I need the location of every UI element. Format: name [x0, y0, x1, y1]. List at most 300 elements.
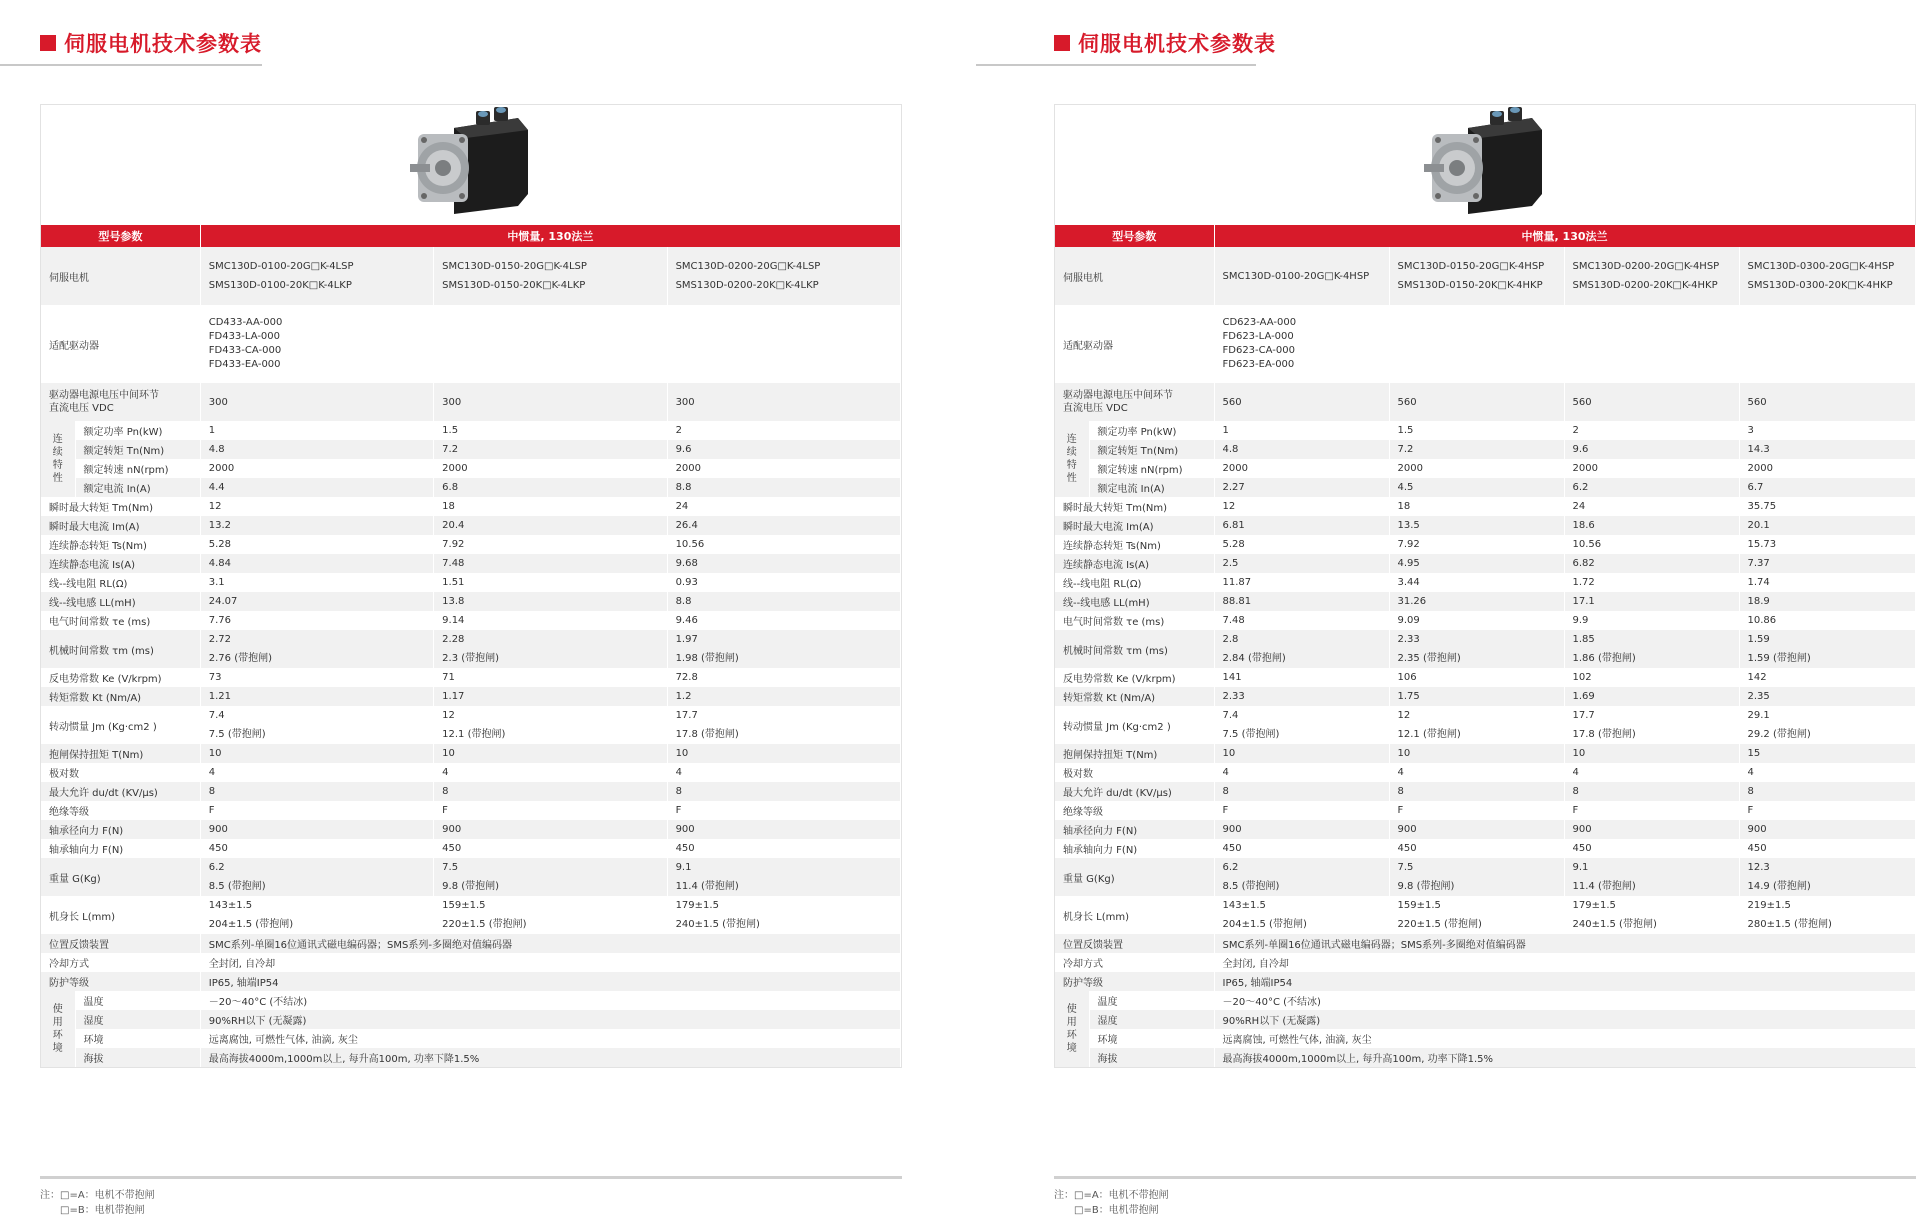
table-cell: 9.68: [667, 554, 900, 573]
table-cell: 450: [1389, 839, 1564, 858]
table-cell: 300: [667, 383, 900, 421]
table-cell: 450: [1564, 839, 1739, 858]
table-cell: 12 12.1 (带抱闸): [1389, 706, 1564, 744]
table-cell: 6.8: [434, 478, 667, 497]
table-cell: 重量 G(Kg): [41, 858, 200, 896]
table-cell: 抱闸保持扭矩 T(Nm): [41, 744, 200, 763]
table-cell: F: [434, 801, 667, 820]
table-cell: 机身长 L(mm): [1055, 896, 1214, 934]
table-cell: 瞬时最大转矩 Tm(Nm): [41, 497, 200, 516]
table-row: [41, 972, 901, 991]
footer-divider: [1054, 1176, 1916, 1179]
table-cell: 88.81: [1214, 592, 1389, 611]
table-cell: 9.9: [1564, 611, 1739, 630]
table-cell: 7.2: [1389, 440, 1564, 459]
table-cell: 重量 G(Kg): [1055, 858, 1214, 896]
table-row: [1055, 839, 1915, 858]
table-cell: 2.33 2.35 (带抱闸): [1389, 630, 1564, 668]
table-row: [1055, 383, 1915, 421]
table-cell: 141: [1214, 668, 1389, 687]
table-row: [1055, 611, 1915, 630]
table-row: [41, 991, 901, 1010]
table-row: [1055, 668, 1915, 687]
table-cell: 3.1: [200, 573, 433, 592]
table-cell: 1.85 1.86 (带抱闸): [1564, 630, 1739, 668]
table-cell: F: [1389, 801, 1564, 820]
table-row: [41, 592, 901, 611]
table-cell: 159±1.5 220±1.5 (带抱闸): [1389, 896, 1564, 934]
table-cell: 远离腐蚀, 可燃性气体, 油滴, 灰尘: [1214, 1029, 1915, 1048]
table-cell: 海拔: [1089, 1048, 1214, 1067]
table-cell: 0.93: [667, 573, 900, 592]
table-cell: 10.56: [1564, 535, 1739, 554]
table-cell: 2.5: [1214, 554, 1389, 573]
spec-card: [1054, 104, 1916, 1068]
table-cell: 机械时间常数 τm (ms): [1055, 630, 1214, 668]
table-cell: 300: [200, 383, 433, 421]
page-heading: [40, 28, 262, 58]
table-cell: 24.07: [200, 592, 433, 611]
table-cell: 轴承径向力 F(N): [41, 820, 200, 839]
table-cell: 8.8: [667, 592, 900, 611]
table-cell: 1.72: [1564, 573, 1739, 592]
group-label: 使 用 环 境: [1055, 991, 1089, 1067]
table-cell: 18.9: [1739, 592, 1915, 611]
spec-card: [40, 104, 902, 1068]
table-cell: 4.8: [1214, 440, 1389, 459]
table-cell: 10: [434, 744, 667, 763]
table-cell: 2000: [1739, 459, 1915, 478]
table-row: [1055, 782, 1915, 801]
table-row: [1055, 687, 1915, 706]
table-cell: IP65, 轴端IP54: [200, 972, 900, 991]
table-cell: 4: [1739, 763, 1915, 782]
table-cell: 5.28: [200, 535, 433, 554]
footnote: 注：□=A：电机不带抱闸 □=B：电机带抱闸: [40, 1190, 155, 1216]
table-cell: 7.37: [1739, 554, 1915, 573]
table-cell: 1.75: [1389, 687, 1564, 706]
table-cell: 2: [667, 421, 900, 440]
table-cell: 瞬时最大电流 Im(A): [41, 516, 200, 535]
table-row: [41, 383, 901, 421]
table-row: [41, 763, 901, 782]
table-cell: SMC130D-0200-20G□K-4LSP SMS130D-0200-20K□K-4LKP: [667, 247, 900, 305]
table-cell: 10: [200, 744, 433, 763]
table-cell: 4.84: [200, 554, 433, 573]
table-row: [1055, 573, 1915, 592]
table-cell: F: [1739, 801, 1915, 820]
group-label: 连 续 特 性: [41, 421, 75, 497]
table-cell: 海拔: [75, 1048, 200, 1067]
table-cell: 额定功率 Pn(kW): [1089, 421, 1214, 440]
table-cell: 102: [1564, 668, 1739, 687]
table-row: [41, 744, 901, 763]
table-cell: 4: [1564, 763, 1739, 782]
table-cell: 7.5 9.8 (带抱闸): [1389, 858, 1564, 896]
table-cell: 4: [667, 763, 900, 782]
table-row: [41, 839, 901, 858]
table-cell: 4.5: [1389, 478, 1564, 497]
table-cell: 8: [1214, 782, 1389, 801]
table-cell: 2000: [1389, 459, 1564, 478]
table-cell: 冷却方式: [41, 953, 200, 972]
table-cell: 驱动器电源电压中间环节 直流电压 VDC: [41, 383, 200, 421]
table-row: [41, 440, 901, 459]
page-heading: [1054, 28, 1276, 58]
table-cell: 900: [1739, 820, 1915, 839]
table-cell: 1.69: [1564, 687, 1739, 706]
table-cell: 18: [1389, 497, 1564, 516]
table-cell: 560: [1564, 383, 1739, 421]
table-cell: 1: [200, 421, 433, 440]
table-cell: 电气时间常数 τe (ms): [1055, 611, 1214, 630]
group-label: 连 续 特 性: [1055, 421, 1089, 497]
table-row: [1055, 440, 1915, 459]
table-cell: F: [1564, 801, 1739, 820]
table-cell: 轴承轴向力 F(N): [41, 839, 200, 858]
table-cell: 1.21: [200, 687, 433, 706]
motor-image: [41, 105, 901, 225]
group-label: 使 用 环 境: [41, 991, 75, 1067]
table-cell: 560: [1389, 383, 1564, 421]
table-cell: 29.1 29.2 (带抱闸): [1739, 706, 1915, 744]
table-cell: 8: [667, 782, 900, 801]
table-cell: 适配驱动器: [41, 305, 200, 383]
table-cell: 450: [434, 839, 667, 858]
table-cell: 12 12.1 (带抱闸): [434, 706, 667, 744]
table-cell: 159±1.5 220±1.5 (带抱闸): [434, 896, 667, 934]
table-cell: 15.73: [1739, 535, 1915, 554]
table-cell: 1.17: [434, 687, 667, 706]
heading-marker: [1054, 35, 1070, 51]
table-cell: 反电势常数 Ke (V/krpm): [1055, 668, 1214, 687]
table-cell: 71: [434, 668, 667, 687]
table-cell: 2.8 2.84 (带抱闸): [1214, 630, 1389, 668]
table-cell: 179±1.5 240±1.5 (带抱闸): [667, 896, 900, 934]
table-row: [41, 554, 901, 573]
heading-marker: [40, 35, 56, 51]
table-cell: SMC130D-0200-20G□K-4HSP SMS130D-0200-20K□K-4HKP: [1564, 247, 1739, 305]
table-cell: 转矩常数 Kt (Nm/A): [1055, 687, 1214, 706]
table-cell: 7.48: [1214, 611, 1389, 630]
table-cell: 560: [1739, 383, 1915, 421]
table-cell: 反电势常数 Ke (V/krpm): [41, 668, 200, 687]
table-cell: 7.92: [434, 535, 667, 554]
table-row: [1055, 801, 1915, 820]
table-cell: 防护等级: [1055, 972, 1214, 991]
table-cell: 额定电流 In(A): [75, 478, 200, 497]
table-cell: 转矩常数 Kt (Nm/A): [41, 687, 200, 706]
table-cell: 线--线电感 LL(mH): [41, 592, 200, 611]
table-cell: 机械时间常数 τm (ms): [41, 630, 200, 668]
footer-divider: [40, 1176, 902, 1179]
table-row: [1055, 991, 1915, 1010]
table-cell: 900: [1564, 820, 1739, 839]
table-row: [1055, 1029, 1915, 1048]
table-cell: 额定电流 In(A): [1089, 478, 1214, 497]
table-cell: 9.6: [1564, 440, 1739, 459]
table-cell: 9.09: [1389, 611, 1564, 630]
table-cell: 10: [667, 744, 900, 763]
table-row: [41, 820, 901, 839]
footnote: 注：□=A：电机不带抱闸 □=B：电机带抱闸: [1054, 1190, 1169, 1216]
table-cell: 最大允许 du/dt (KV/μs): [1055, 782, 1214, 801]
table-cell: 额定转矩 Tn(Nm): [1089, 440, 1214, 459]
table-cell: SMC130D-0150-20G□K-4HSP SMS130D-0150-20K□K-4HKP: [1389, 247, 1564, 305]
table-row: [1055, 247, 1915, 305]
table-row: [41, 611, 901, 630]
table-cell: CD433-AA-000 FD433-LA-000 FD433-CA-000 FD433-EA-000: [200, 305, 900, 383]
table-cell: 2.35: [1739, 687, 1915, 706]
table-cell: 12: [200, 497, 433, 516]
table-cell: 2.72 2.76 (带抱闸): [200, 630, 433, 668]
table-row: [41, 459, 901, 478]
table-cell: 2: [1564, 421, 1739, 440]
table-cell: 适配驱动器: [1055, 305, 1214, 383]
table-cell: 4: [434, 763, 667, 782]
table-cell: CD623-AA-000 FD623-LA-000 FD623-CA-000 FD623-EA-000: [1214, 305, 1915, 383]
table-cell: 绝缘等级: [1055, 801, 1214, 820]
table-cell: 450: [1739, 839, 1915, 858]
table-cell: 1.97 1.98 (带抱闸): [667, 630, 900, 668]
table-cell: 10.56: [667, 535, 900, 554]
table-cell: 300: [434, 383, 667, 421]
table-row: [1055, 820, 1915, 839]
table-cell: 72.8: [667, 668, 900, 687]
table-cell: 瞬时最大转矩 Tm(Nm): [1055, 497, 1214, 516]
table-row: [1055, 478, 1915, 497]
table-cell: 10: [1564, 744, 1739, 763]
heading-divider: [0, 64, 262, 66]
table-cell: 1.5: [434, 421, 667, 440]
table-cell: 13.5: [1389, 516, 1564, 535]
table-cell: 连续静态电流 Is(A): [41, 554, 200, 573]
table-cell: 1.51: [434, 573, 667, 592]
table-cell: 6.7: [1739, 478, 1915, 497]
table-cell: 8: [1389, 782, 1564, 801]
table-cell: 35.75: [1739, 497, 1915, 516]
table-cell: 2.27: [1214, 478, 1389, 497]
table-cell: 驱动器电源电压中间环节 直流电压 VDC: [1055, 383, 1214, 421]
table-cell: 2000: [200, 459, 433, 478]
table-cell: 连续静态转矩 Ts(Nm): [41, 535, 200, 554]
table-cell: 位置反馈装置: [1055, 934, 1214, 953]
table-cell: 电气时间常数 τe (ms): [41, 611, 200, 630]
page-title: 伺服电机技术参数表: [64, 32, 262, 56]
table-row: [41, 706, 901, 744]
table-cell: 6.2 8.5 (带抱闸): [200, 858, 433, 896]
table-cell: 温度: [75, 991, 200, 1010]
table-row: [1055, 763, 1915, 782]
table-cell: 最大允许 du/dt (KV/μs): [41, 782, 200, 801]
table-cell: 450: [667, 839, 900, 858]
table-cell: 90%RH以下 (无凝露): [1214, 1010, 1915, 1029]
table-cell: 8: [1564, 782, 1739, 801]
table-cell: 7.2: [434, 440, 667, 459]
table-cell: －20～40°C (不结冰): [200, 991, 900, 1010]
table-cell: 1.74: [1739, 573, 1915, 592]
table-cell: 3: [1739, 421, 1915, 440]
table-cell: 14.3: [1739, 440, 1915, 459]
header-param: 型号参数: [41, 225, 200, 247]
table-row: [1055, 305, 1915, 383]
table-row: [41, 421, 901, 440]
table-cell: 8: [200, 782, 433, 801]
table-row: [41, 535, 901, 554]
table-cell: SMC130D-0100-20G□K-4HSP: [1214, 247, 1389, 305]
table-cell: 轴承径向力 F(N): [1055, 820, 1214, 839]
table-cell: 2.28 2.3 (带抱闸): [434, 630, 667, 668]
table-cell: 8: [1739, 782, 1915, 801]
table-cell: 7.5 9.8 (带抱闸): [434, 858, 667, 896]
table-row: [1055, 630, 1915, 668]
table-cell: SMC130D-0150-20G□K-4LSP SMS130D-0150-20K□K-4LKP: [434, 247, 667, 305]
table-cell: SMC系列-单圈16位通讯式磁电编码器；SMS系列-多圈绝对值编码器: [1214, 934, 1915, 953]
table-cell: 4: [1389, 763, 1564, 782]
table-cell: 73: [200, 668, 433, 687]
table-cell: 2000: [667, 459, 900, 478]
table-cell: 2000: [434, 459, 667, 478]
table-cell: 6.2: [1564, 478, 1739, 497]
table-cell: 4: [1214, 763, 1389, 782]
table-cell: 4.8: [200, 440, 433, 459]
table-cell: －20～40°C (不结冰): [1214, 991, 1915, 1010]
table-cell: 2.33: [1214, 687, 1389, 706]
table-row: [1055, 421, 1915, 440]
table-cell: 线--线电阻 RL(Ω): [41, 573, 200, 592]
table-cell: 219±1.5 280±1.5 (带抱闸): [1739, 896, 1915, 934]
table-cell: F: [667, 801, 900, 820]
table-cell: 13.2: [200, 516, 433, 535]
table-row: [41, 801, 901, 820]
table-cell: 2000: [1214, 459, 1389, 478]
table-cell: 湿度: [1089, 1010, 1214, 1029]
table-cell: 7.48: [434, 554, 667, 573]
table-cell: 4.95: [1389, 554, 1564, 573]
table-cell: 7.92: [1389, 535, 1564, 554]
table-row: [41, 497, 901, 516]
table-cell: 极对数: [1055, 763, 1214, 782]
table-cell: 9.46: [667, 611, 900, 630]
table-cell: 3.44: [1389, 573, 1564, 592]
table-cell: 900: [1389, 820, 1564, 839]
table-row: [41, 573, 901, 592]
table-row: [41, 896, 901, 934]
table-cell: 转动惯量 Jm (Kg·cm2 ): [1055, 706, 1214, 744]
table-row: [1055, 934, 1915, 953]
table-row: [1055, 592, 1915, 611]
table-row: [1055, 858, 1915, 896]
table-cell: 17.7 17.8 (带抱闸): [667, 706, 900, 744]
table-cell: 全封闭, 自冷却: [1214, 953, 1915, 972]
table-cell: 12.3 14.9 (带抱闸): [1739, 858, 1915, 896]
table-row: [41, 858, 901, 896]
table-cell: 143±1.5 204±1.5 (带抱闸): [1214, 896, 1389, 934]
table-cell: 900: [434, 820, 667, 839]
table-cell: 绝缘等级: [41, 801, 200, 820]
table-cell: 6.82: [1564, 554, 1739, 573]
table-row: [41, 478, 901, 497]
table-cell: 11.87: [1214, 573, 1389, 592]
table-cell: 位置反馈装置: [41, 934, 200, 953]
table-cell: 20.4: [434, 516, 667, 535]
table-row: [41, 1048, 901, 1067]
table-cell: 最高海拔4000m,1000m以上, 每升高100m, 功率下降1.5%: [200, 1048, 900, 1067]
table-cell: 10.86: [1739, 611, 1915, 630]
table-cell: 12: [1214, 497, 1389, 516]
table-cell: 额定功率 Pn(kW): [75, 421, 200, 440]
table-cell: 143±1.5 204±1.5 (带抱闸): [200, 896, 433, 934]
table-row: [41, 1029, 901, 1048]
table-cell: 6.81: [1214, 516, 1389, 535]
motor-image: [1055, 105, 1915, 225]
table-cell: 450: [1214, 839, 1389, 858]
table-row: [1055, 535, 1915, 554]
table-cell: 转动惯量 Jm (Kg·cm2 ): [41, 706, 200, 744]
table-row: [1055, 896, 1915, 934]
table-cell: 远离腐蚀, 可燃性气体, 油滴, 灰尘: [200, 1029, 900, 1048]
table-row: [1055, 972, 1915, 991]
table-cell: 1: [1214, 421, 1389, 440]
table-cell: 17.7 17.8 (带抱闸): [1564, 706, 1739, 744]
table-cell: 瞬时最大电流 Im(A): [1055, 516, 1214, 535]
table-cell: 13.8: [434, 592, 667, 611]
table-cell: 最高海拔4000m,1000m以上, 每升高100m, 功率下降1.5%: [1214, 1048, 1915, 1067]
table-row: [41, 630, 901, 668]
table-cell: 极对数: [41, 763, 200, 782]
table-row: [41, 934, 901, 953]
table-cell: 伺服电机: [41, 247, 200, 305]
table-row: [41, 687, 901, 706]
table-cell: 7.4 7.5 (带抱闸): [1214, 706, 1389, 744]
table-row: [41, 953, 901, 972]
table-cell: 湿度: [75, 1010, 200, 1029]
table-cell: 线--线电感 LL(mH): [1055, 592, 1214, 611]
spec-table: [1055, 225, 1916, 1067]
table-cell: 额定转矩 Tn(Nm): [75, 440, 200, 459]
header-param: 型号参数: [1055, 225, 1214, 247]
page-title: 伺服电机技术参数表: [1078, 32, 1276, 56]
table-cell: 1.2: [667, 687, 900, 706]
table-cell: 额定转速 nN(rpm): [75, 459, 200, 478]
table-cell: F: [1214, 801, 1389, 820]
table-cell: 26.4: [667, 516, 900, 535]
table-cell: 4.4: [200, 478, 433, 497]
table-cell: 7.76: [200, 611, 433, 630]
table-cell: 连续静态电流 Is(A): [1055, 554, 1214, 573]
table-cell: 冷却方式: [1055, 953, 1214, 972]
table-cell: 机身长 L(mm): [41, 896, 200, 934]
table-cell: 伺服电机: [1055, 247, 1214, 305]
table-row: [41, 305, 901, 383]
table-row: [41, 516, 901, 535]
table-cell: 31.26: [1389, 592, 1564, 611]
servo-motor-icon: [406, 106, 536, 224]
table-row: [1055, 459, 1915, 478]
table-row: [1055, 516, 1915, 535]
table-cell: 轴承轴向力 F(N): [1055, 839, 1214, 858]
heading-divider: [976, 64, 1256, 66]
table-cell: F: [200, 801, 433, 820]
table-cell: 抱闸保持扭矩 T(Nm): [1055, 744, 1214, 763]
table-cell: 2000: [1564, 459, 1739, 478]
table-row: [1055, 953, 1915, 972]
table-cell: 560: [1214, 383, 1389, 421]
table-cell: 900: [200, 820, 433, 839]
table-row: [41, 1010, 901, 1029]
table-cell: 额定转速 nN(rpm): [1089, 459, 1214, 478]
table-cell: 17.1: [1564, 592, 1739, 611]
